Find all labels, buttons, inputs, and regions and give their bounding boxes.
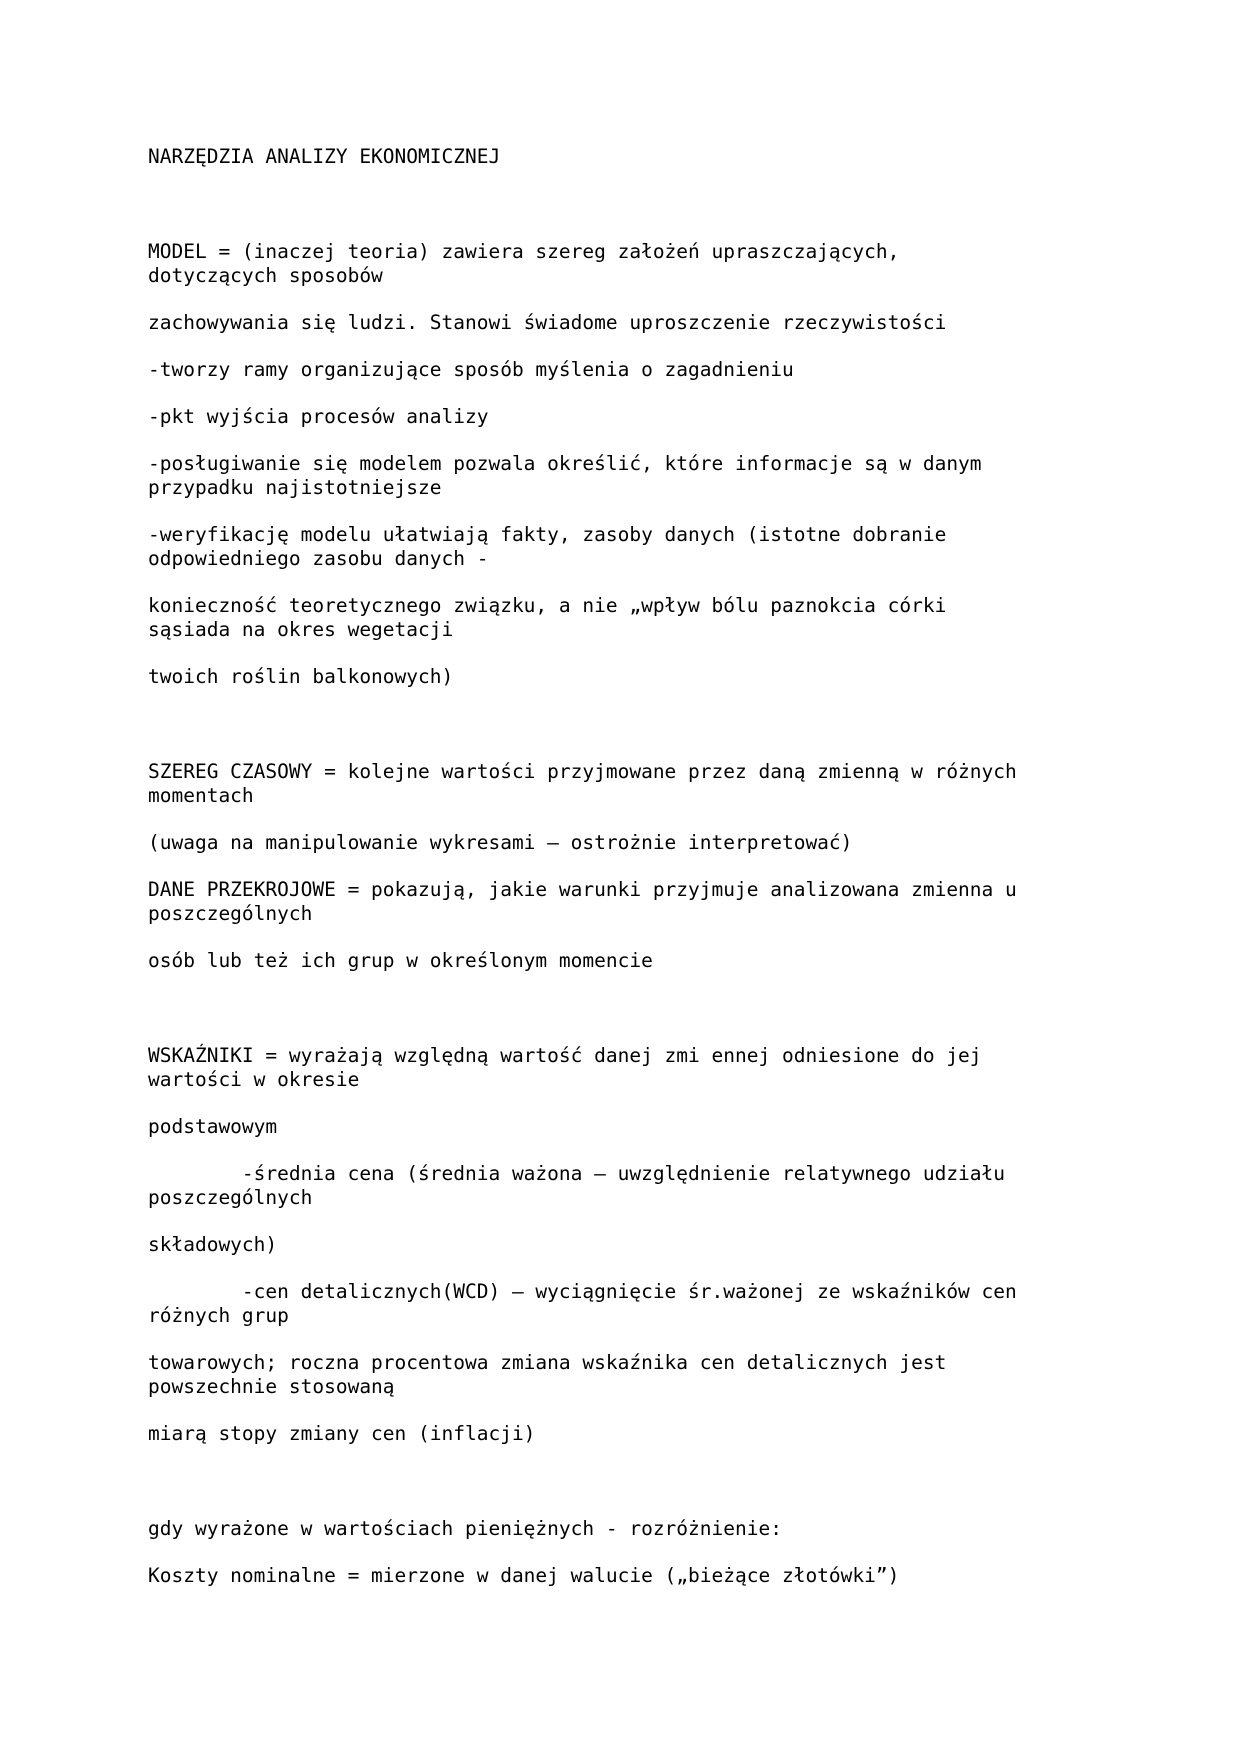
model-bullet: przypadku najistotniejsze xyxy=(148,476,442,499)
model-bullet: konieczność teoretycznego związku, a nie „wpływ bólu paznokcia córki xyxy=(148,594,947,617)
model-bullet: -pkt wyjścia procesów analizy xyxy=(148,405,489,428)
wskazniki-line: wartości w okresie xyxy=(148,1068,360,1091)
szereg-czasowy-line: momentach xyxy=(148,784,254,807)
model-bullet: -posługiwanie się modelem pozwala określić, które informacje są w danym xyxy=(148,452,982,475)
wskazniki-line: różnych grup xyxy=(148,1304,289,1327)
model-bullet: -tworzy ramy organizujące sposób myślenia o zagadnieniu xyxy=(148,358,794,381)
model-bullet: -weryfikację modelu ułatwiają fakty, zasoby danych (istotne dobranie xyxy=(148,523,947,546)
wskazniki-line: składowych) xyxy=(148,1233,278,1256)
wskazniki-line: towarowych; roczna procentowa zmiana wskaźnika cen detalicznych jest xyxy=(148,1351,947,1374)
szereg-czasowy-line: SZEREG CZASOWY = kolejne wartości przyjmowane przez daną zmienną w różnych xyxy=(148,760,1017,783)
model-definition-line: dotyczących sposobów xyxy=(148,264,383,287)
model-bullet: odpowiedniego zasobu danych - xyxy=(148,547,489,570)
koszty-line: Koszty nominalne = mierzone w danej walucie („bieżące złotówki”) xyxy=(148,1564,900,1587)
wskazniki-line: poszczególnych xyxy=(148,1186,313,1209)
document-title: NARZĘDZIA ANALIZY EKONOMICZNEJ xyxy=(148,145,501,168)
koszty-line: gdy wyrażone w wartościach pieniężnych - rozróżnienie: xyxy=(148,1517,782,1540)
wskazniki-line: miarą stopy zmiany cen (inflacji) xyxy=(148,1422,536,1445)
wskazniki-line: -średnia cena (średnia ważona – uwzględnienie relatywnego udziału xyxy=(148,1162,1006,1185)
model-bullet: sąsiada na okres wegetacji xyxy=(148,618,454,641)
dane-przekrojowe-line: DANE PRZEKROJOWE = pokazują, jakie warunki przyjmuje analizowana zmienna u xyxy=(148,878,1017,901)
model-bullet: twoich roślin balkonowych) xyxy=(148,665,454,688)
szereg-czasowy-note: (uwaga na manipulowanie wykresami – ostrożnie interpretować) xyxy=(148,831,853,854)
dane-przekrojowe-line: osób lub też ich grup w określonym momencie xyxy=(148,949,653,972)
wskazniki-line: powszechnie stosowaną xyxy=(148,1375,395,1398)
dane-przekrojowe-line: poszczególnych xyxy=(148,902,313,925)
wskazniki-line: WSKAŹNIKI = wyrażają względną wartość danej zmi ennej odniesione do jej xyxy=(148,1044,982,1067)
wskazniki-line: -cen detalicznych(WCD) – wyciągnięcie śr.ważonej ze wskaźników cen xyxy=(148,1280,1017,1303)
model-definition-line: MODEL = (inaczej teoria) zawiera szereg założeń upraszczających, xyxy=(148,240,900,263)
model-definition-line: zachowywania się ludzi. Stanowi świadome uproszczenie rzeczywistości xyxy=(148,311,947,334)
wskazniki-line: podstawowym xyxy=(148,1115,278,1138)
